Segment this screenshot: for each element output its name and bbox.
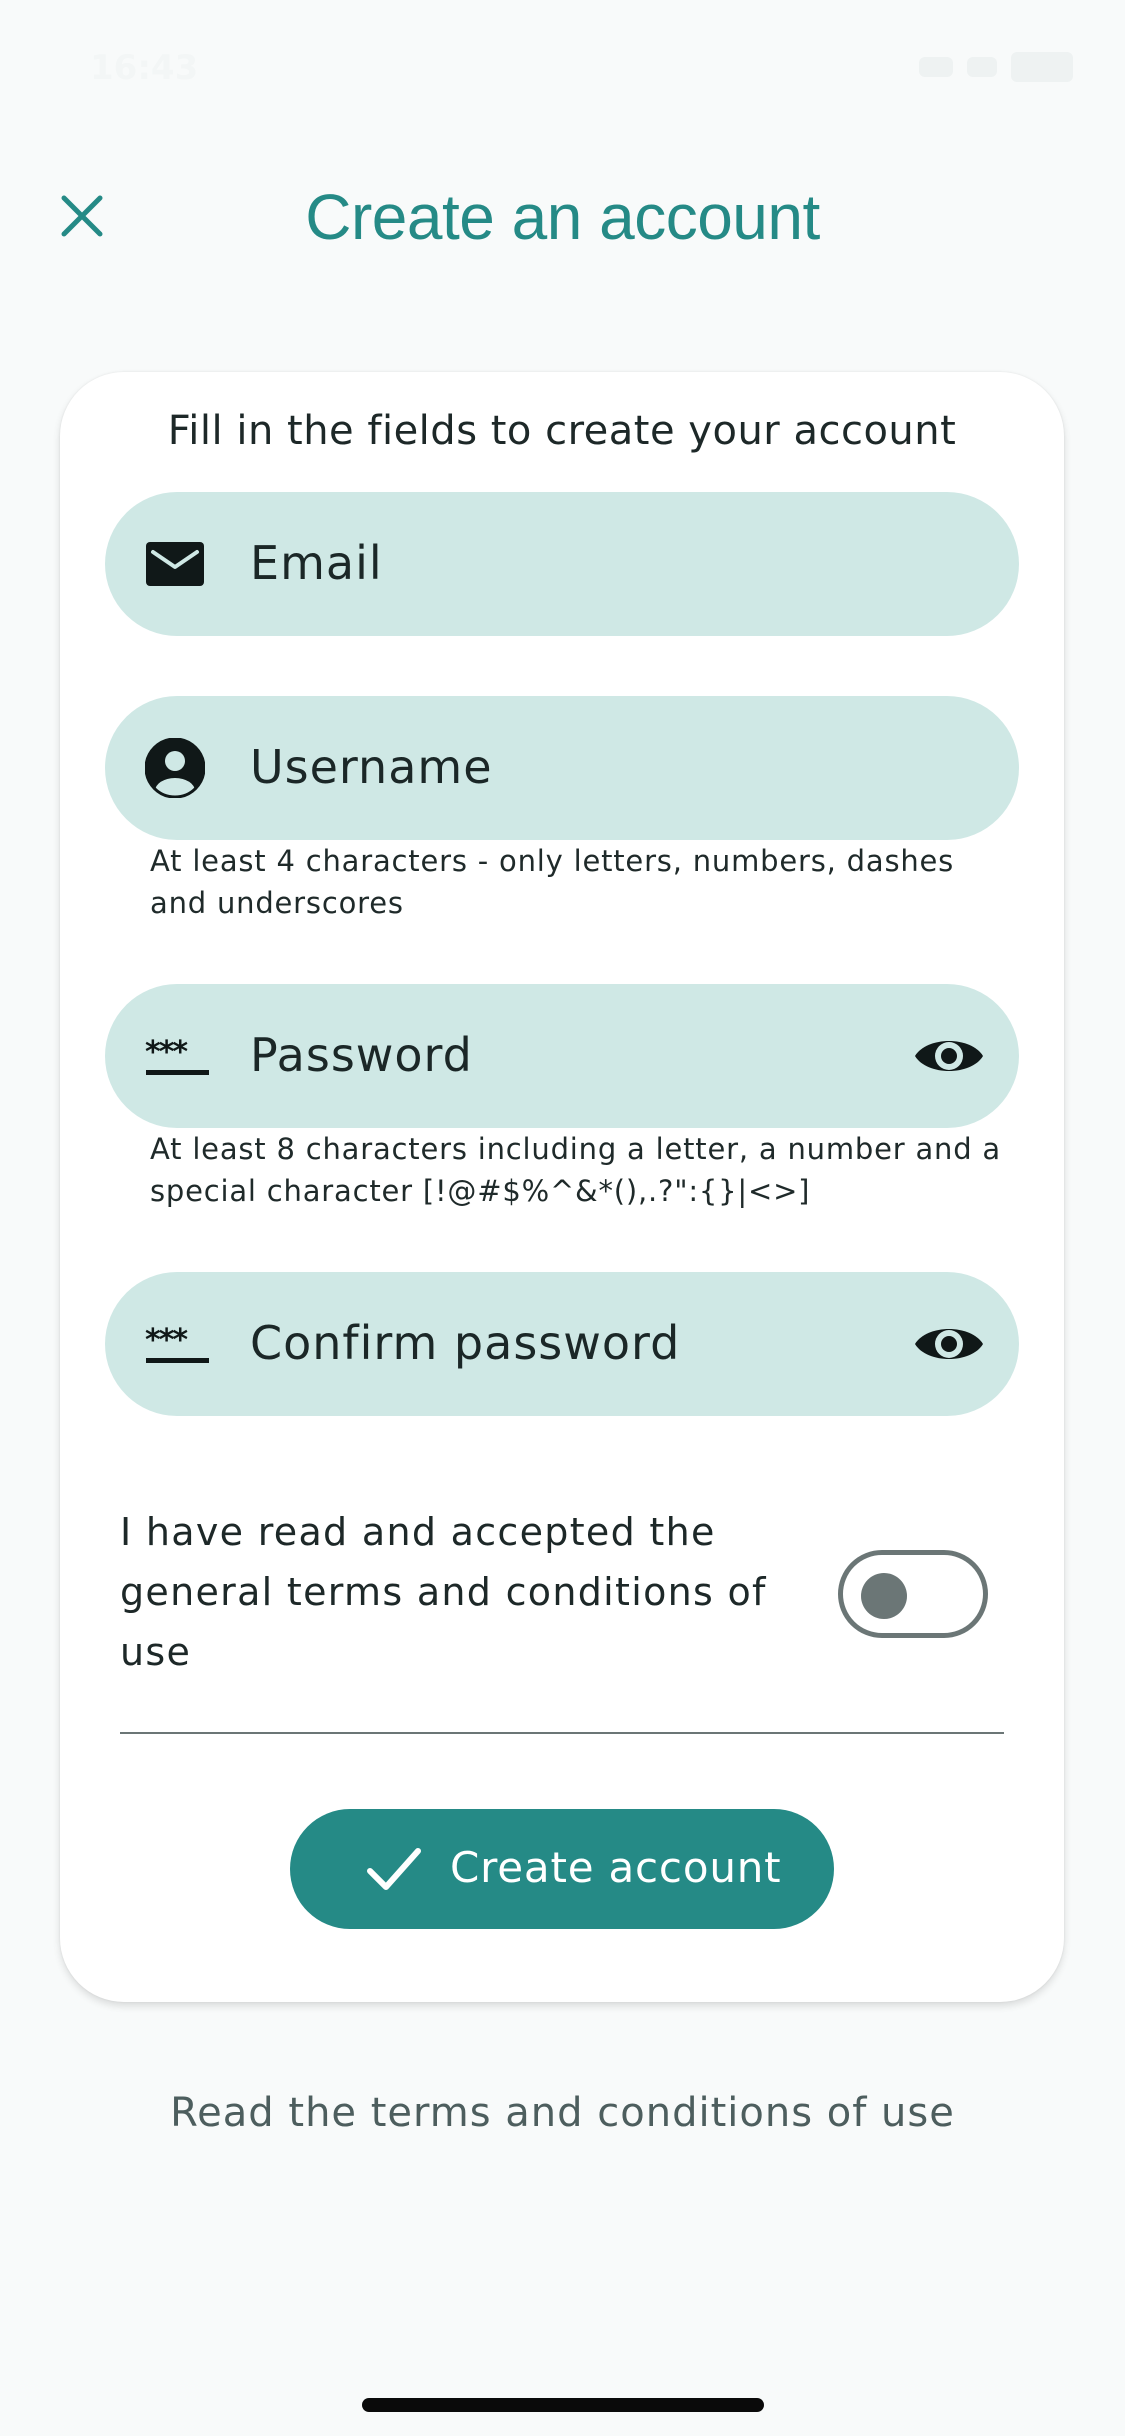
svg-text:***: *** [145, 1035, 187, 1070]
password-hint: At least 8 characters including a letter, a number and a special character [!@#$%^&*(),.?":{}|<>] [150, 1132, 1002, 1208]
confirm-password-placeholder: Confirm password [250, 1316, 681, 1370]
username-hint: At least 4 characters - only letters, numbers, dashes and underscores [150, 844, 955, 920]
form-intro: Fill in the fields to create your account [167, 408, 957, 454]
email-field[interactable] [105, 492, 1019, 636]
password-field[interactable] [105, 984, 1019, 1128]
eye-icon[interactable] [913, 1308, 985, 1380]
header [0, 150, 1125, 280]
password-dots-icon [145, 1314, 211, 1374]
username-field[interactable] [105, 696, 1019, 840]
wifi-icon [967, 57, 997, 77]
signal-icon [919, 57, 953, 77]
battery-icon [1011, 52, 1073, 82]
username-placeholder: Username [250, 740, 493, 794]
password-placeholder: Password [250, 1028, 473, 1082]
status-icons [919, 52, 1073, 82]
home-indicator [362, 2398, 764, 2412]
create-account-button[interactable] [290, 1809, 834, 1929]
page-title: Create an account [305, 181, 820, 253]
email-placeholder: Email [250, 536, 383, 590]
status-time: 16:43 [90, 48, 199, 88]
terms-link[interactable]: Read the terms and conditions of use [170, 2090, 955, 2136]
create-account-label: Create account [450, 1843, 782, 1892]
envelope-icon [145, 534, 205, 594]
svg-text:***: *** [145, 1323, 187, 1358]
terms-toggle[interactable] [838, 1550, 988, 1638]
divider [120, 1732, 1004, 1734]
account-circle-icon [145, 738, 205, 798]
signup-card [60, 372, 1064, 2002]
toggle-knob [861, 1573, 907, 1619]
status-bar [0, 0, 1125, 132]
password-dots-icon [145, 1026, 211, 1086]
check-icon [366, 1843, 422, 1895]
confirm-password-field[interactable] [105, 1272, 1019, 1416]
eye-icon[interactable] [913, 1020, 985, 1092]
terms-label: I have read and accepted the general terms and conditions of use [120, 1510, 767, 1674]
